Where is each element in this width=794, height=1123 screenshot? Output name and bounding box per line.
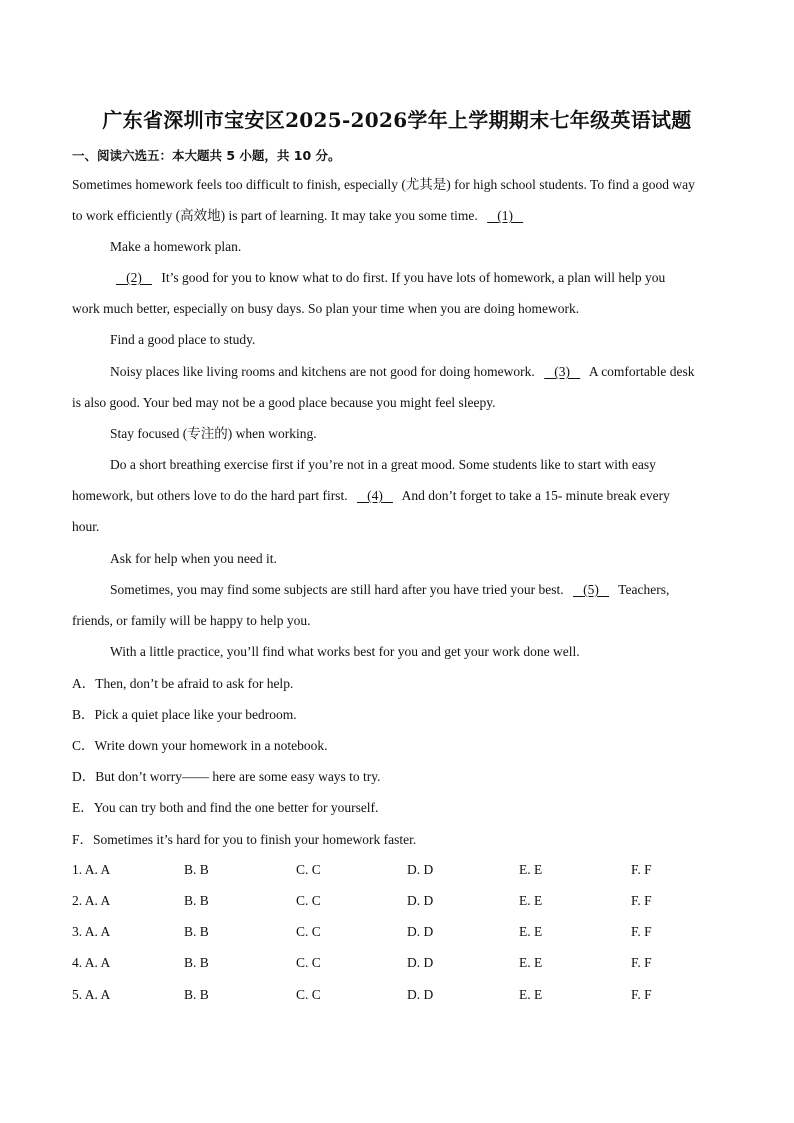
passage-text: A comfortable desk: [588, 364, 695, 379]
answer-choice[interactable]: C. C: [296, 924, 321, 939]
passage-line: hour.: [72, 519, 100, 534]
option-f: F．Sometimes it’s hard for you to finish your homework faster.: [72, 832, 417, 847]
answer-choice[interactable]: B. B: [184, 987, 209, 1002]
answer-row-4: [72, 955, 712, 973]
answer-choice[interactable]: F. F: [631, 955, 652, 970]
answer-choice[interactable]: F. F: [631, 862, 652, 877]
passage-line: is also good. Your bed may not be a good place because you might feel sleepy.: [72, 395, 496, 410]
passage-text: Noisy places like living rooms and kitchens are not good for doing homework.: [110, 364, 535, 379]
passage-text: And don’t forget to take a 15- minute break every: [401, 488, 670, 503]
passage-line: [72, 487, 722, 505]
subheading: Find a good place to study.: [110, 332, 256, 347]
passage-text: It’s good for you to know what to do first. If you have lots of homework, a plan will help you: [161, 270, 666, 285]
answer-choice[interactable]: D. D: [407, 987, 434, 1002]
passage-line: [72, 176, 722, 194]
subheading: Stay focused (专注的) when working.: [110, 426, 317, 441]
answer-choice[interactable]: F. F: [631, 893, 652, 908]
blank-1[interactable]: (1): [497, 208, 514, 223]
answer-choice[interactable]: 2. A. A: [72, 893, 111, 908]
answer-choice[interactable]: D. D: [407, 955, 434, 970]
option-a: A．Then, don’t be afraid to ask for help.: [72, 676, 294, 691]
subheading: Ask for help when you need it.: [110, 551, 277, 566]
answer-choice[interactable]: E. E: [519, 955, 543, 970]
passage-line: work much better, especially on busy days. So plan your time when you are doing homework.: [72, 301, 580, 316]
blank-3[interactable]: (3): [554, 364, 571, 379]
blank-4[interactable]: (4): [367, 488, 383, 503]
passage-text: Sometimes, you may find some subjects are still hard after you have tried your best.: [110, 582, 564, 597]
answer-choice[interactable]: B. B: [184, 924, 209, 939]
answer-choice[interactable]: C. C: [296, 987, 321, 1002]
blank-2[interactable]: (2): [126, 270, 142, 285]
answer-choice[interactable]: F. F: [631, 987, 652, 1002]
answer-choice[interactable]: B. B: [184, 955, 209, 970]
passage-line: [72, 207, 722, 225]
passage-text: Sometimes homework feels too difficult to finish, especially (尤其是) for high school students. To find a good way: [72, 177, 695, 192]
answer-choice[interactable]: B. B: [184, 893, 209, 908]
answer-choice[interactable]: E. E: [519, 893, 543, 908]
answer-choice[interactable]: 1. A. A: [72, 862, 111, 877]
passage-line: friends, or family will be happy to help you.: [72, 613, 311, 628]
passage-line: [110, 363, 760, 381]
answer-choice[interactable]: C. C: [296, 955, 321, 970]
answer-row-1: [72, 862, 712, 880]
option-b: B．Pick a quiet place like your bedroom.: [72, 707, 297, 722]
passage-text: Teachers,: [618, 582, 670, 597]
option-c: C．Write down your homework in a notebook.: [72, 738, 328, 753]
passage-line: [110, 269, 760, 287]
answer-choice[interactable]: C. C: [296, 862, 321, 877]
answer-choice[interactable]: 5. A. A: [72, 987, 111, 1002]
passage-text: homework, but others love to do the hard part first.: [72, 488, 348, 503]
answer-choice[interactable]: E. E: [519, 924, 543, 939]
passage-line: With a little practice, you’ll find what works best for you and get your work done well.: [110, 644, 580, 659]
passage-line: Do a short breathing exercise first if you’re not in a great mood. Some students like to start with easy: [110, 457, 656, 472]
answer-choice[interactable]: E. E: [519, 862, 543, 877]
answer-choice[interactable]: E. E: [519, 987, 543, 1002]
answer-choice[interactable]: F. F: [631, 924, 652, 939]
answer-choice[interactable]: C. C: [296, 893, 321, 908]
answer-choice[interactable]: 4. A. A: [72, 955, 111, 970]
page-title: 广东省深圳市宝安区2025-2026学年上学期期末七年级英语试题: [102, 108, 692, 132]
answer-choice[interactable]: 3. A. A: [72, 924, 111, 939]
answer-choice[interactable]: D. D: [407, 924, 434, 939]
passage-text: to work efficiently (高效地) is part of learning. It may take you some time.: [72, 208, 478, 223]
answer-choice[interactable]: B. B: [184, 862, 209, 877]
option-d: D．But don’t worry—— here are some easy ways to try.: [72, 769, 381, 784]
answer-choice[interactable]: D. D: [407, 862, 434, 877]
subheading: Make a homework plan.: [110, 239, 242, 254]
answer-choice[interactable]: D. D: [407, 893, 434, 908]
answer-row-2: [72, 893, 712, 911]
option-e: E．You can try both and find the one better for yourself.: [72, 800, 379, 815]
section-heading: 一、阅读六选五：本大题共 5 小题，共 10 分。: [72, 148, 341, 163]
blank-5[interactable]: (5): [583, 582, 599, 597]
answer-row-3: [72, 924, 712, 942]
passage-line: [110, 581, 760, 599]
answer-row-5: [72, 987, 712, 1005]
